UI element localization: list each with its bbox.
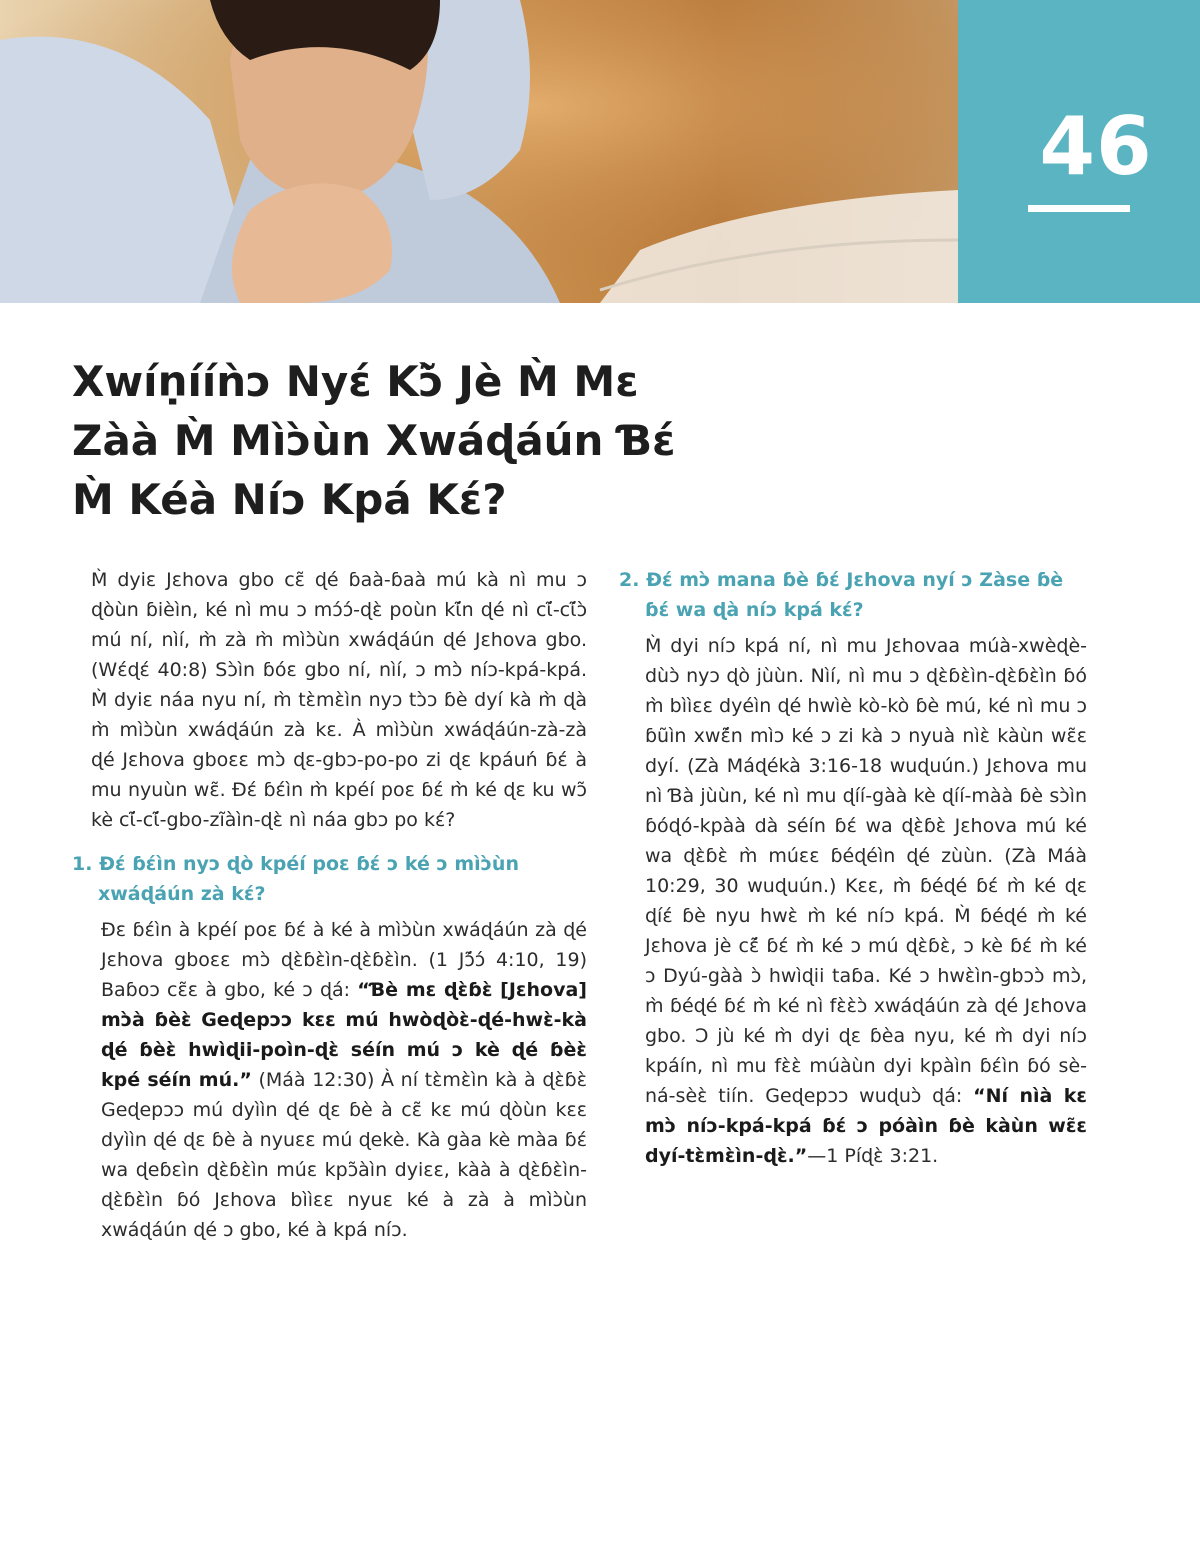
- praying-man-illustration: [0, 0, 958, 303]
- page-title-line-1: Xwíṇííǹɔ Nyɛ́ Kɔ̃̀ Jè M̀ Mɛ: [72, 357, 639, 406]
- question-1: [72, 849, 587, 909]
- question-1-text: Ɖɛ́ ɓɛ́ìn nyɔ ɖò kpéí poɛ ɓɛ́ ɔ ké ɔ mìɔ̀ùn xwáɖáún zà kɛ́?: [98, 853, 519, 905]
- page-title-line-3: M̀ Kéà Níɔ Kpá Kɛ́?: [72, 475, 507, 524]
- lesson-number: 46: [1039, 100, 1153, 193]
- right-column: [619, 565, 1087, 1171]
- question-2: [619, 565, 1087, 625]
- question-1-number: 1.: [72, 853, 93, 875]
- answer-2-text-b: —1 Píɖɛ̀ 3:21.: [807, 1145, 939, 1167]
- question-2-text: Ɖɛ́ mɔ̀ mana ɓè ɓɛ́ Jɛhova nyí ɔ Zàse ɓè ɓɛ́ wa ɖà níɔ kpá kɛ́?: [645, 569, 1064, 621]
- answer-1-text-a: Ɖɛ ɓɛ́ìn à kpéí poɛ ɓɛ́ à ké à mìɔ̀ùn xwáɖáún zà ɖé Jɛhova gboɛɛ mɔ̀ ɖɛ̀ɓɛ̀ìn-ɖɛ̀ɓɛ̀ìn. (1 Jɔ̃́ɔ́ 4:10, 19) Baɓoɔ cɛ̃ɛ à gbo, ké ɔ ɖá:: [101, 919, 587, 1001]
- page-title: [72, 352, 772, 529]
- answer-1-quote: “Ɓè mɛ ɖɛ̀ɓɛ̀ [Jɛhova] mɔ̀à ɓèɛ̀ Geɖepɔɔ kɛɛ mú hwòɖòɛ̀-ɖé-hwɛ̀-kà ɖé ɓèɛ̀ hwìɖii-poìn-ɖɛ̀ séín mú ɔ kè ɖé ɓèɛ̀ kpé séín mú.”: [101, 979, 587, 1091]
- answer-1-paragraph: [91, 915, 587, 1245]
- lesson-number-box: [958, 0, 1200, 303]
- left-column: [72, 565, 587, 1245]
- answer-1-text-b: (Máà 12:30) À ní tɛ̀mɛ̀ìn kà à ɖɛ̀ɓɛ̀ Geɖepɔɔ mú dyììn ɖé ɖɛ ɓè à cɛ̃ kɛ mú ɖòùn kɛɛ dyììn ɖé ɖɛ ɓè à nyuɛɛ mú ɖekè. Kà gàa kè màa ɓɛ́ wa ɖeɓɛìn ɖɛ̀ɓɛ̀ìn múɛ kpɔ̃àìn dyiɛɛ, kàà à ɖɛ̀ɓɛ̀ìn-ɖɛ̀ɓɛ̀ìn ɓó Jɛhova bììɛɛ nyuɛ ké à zà à mìɔ̀ùn xwáɖáún ɖé ɔ gbo, ké à kpá níɔ.: [101, 1069, 587, 1241]
- intro-paragraph: M̀ dyiɛ Jɛhova gbo cɛ̃ ɖé ɓaà-ɓaà mú kà nì mu ɔ ɖòùn ɓièìn, ké nì mu ɔ mɔ́ɔ́-ɖɛ̀ poùn kɩ̃́n ɖé nì cɩ̃́-cɩ̃́ɔ̀ mú ní, nìí, m̀ zà m̀ mìɔ̀ùn xwáɖáún ɖé Jɛhova gbo. (Wɛ́ɖɛ́ 40:8) Sɔ̀ìn ɓóɛ gbo ní, nìí, ɔ mɔ̀ níɔ-kpá-kpá. M̀ dyiɛ náa nyu ní, m̀ tɛ̀mɛ̀ìn nyɔ tɔ̀ɔ ɓè dyí kà m̀ ɖà m̀ mìɔ̀ùn xwáɖáún zà kɛ. À mìɔ̀ùn xwáɖáún-zà-zà ɖé Jɛhova gboɛɛ mɔ̀ ɖɛ-gbɔ-po-po zi ɖɛ kpáuń ɓɛ́ à mu nyuùn wɛ̃. Ɖɛ́ ɓɛ́ìn m̀ kpéí poɛ ɓɛ́ m̀ ké ɖɛ ku wɔ̃ kè cɩ̃́-cɩ̃́-gbo-zĩàìn-ɖɛ̀ nì náa gbɔ po kɛ́?: [91, 569, 587, 831]
- lesson-number-underline: [1028, 205, 1130, 212]
- question-2-number: 2.: [619, 569, 640, 591]
- answer-2-paragraph: [619, 631, 1087, 1171]
- answer-2-quote: “Ní nìà kɛ mɔ̀ níɔ-kpá-kpá ɓɛ́ ɔ póàìn ɓè kàùn wɛ̃ɛ dyí-tɛ̀mɛ̀ìn-ɖɛ̀.”: [645, 1085, 1087, 1167]
- page-title-line-2: Zàà M̀ Mìɔ̀ùn Xwáɖáún Ɓɛ́: [72, 416, 676, 465]
- hero-photo: [0, 0, 958, 303]
- answer-2-text-a: M̀ dyi níɔ kpá ní, nì mu Jɛhovaa múà-xwèɖè-dùɔ̀ nyɔ ɖò jùùn. Nìí, nì mu ɔ ɖɛ̀ɓɛ̀ìn-ɖɛ̀ɓɛ̀ìn ɓó m̀ bììɛɛ dyéìn ɖé hwìè kò-kò ɓè mú, ké nì mu ɔ ɓũìn xwɛ̃́n mìɔ ké ɔ zi kà ɔ nyuà nìɛ̀ kàùn wɛ̃ɛ dyí. (Zà Máɖékà 3:16-18 wuɖuún.) Jɛhova mu nì Ɓà jùùn, ké nì mu ɖíí-gàà kè ɖíí-màà ɓè sɔ̀ìn ɓóɖó-kpàà dà séín ɓɛ́ wa ɖɛ̀ɓɛ̀ Jɛhova mú ké wa ɖɛ̀ɓɛ̀ m̀ múɛɛ ɓéɖéìn ɖé zùùn. (Zà Máà 10:29, 30 wuɖuún.) Kɛɛ, m̀ ɓéɖé ɓɛ́ m̀ ké ɖɛ ɖíɛ́ ɓè nyu hwɛ̀ m̀ ké níɔ kpá. M̀ ɓéɖé m̀ ké Jɛhova jè cɛ̃́ ɓɛ́ m̀ ké ɔ mú ɖɛ̀ɓɛ̀, ɔ kè ɓɛ́ m̀ ké ɔ Dyú-gàà ɔ̀ hwìɖii taɓa. Ké ɔ hwɛ̀ìn-gbɔɔ̀ mɔ̀, m̀ ɓéɖé ɓɛ́ m̀ ké nì fɛ̀ɛ̀ɔ̀ xwáɖáún zà ɖé Jɛhova gbo. Ɔ jù ké m̀ dyi ɖɛ ɓèa nyu, ké m̀ dyi níɔ kpáín, nì mu fɛ̀ɛ̀ múàùn dyi kpàìn ɓɛ́ìn ɓó sè-ná-sèɛ̀ tiín. Geɖepɔɔ wuɖuɔ̀ ɖá:: [645, 635, 1087, 1107]
